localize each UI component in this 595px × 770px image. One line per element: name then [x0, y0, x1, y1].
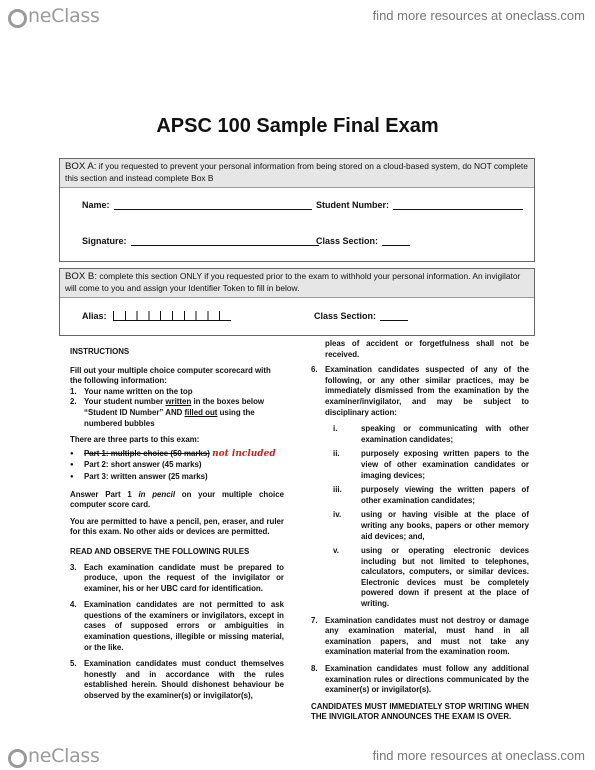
- rule-6-v: v. using or operating electronic devices including but not limited to telephones, calculators, computers, or similar devices. Electronic devices must be completely powered down if present at the place of writing.: [333, 546, 529, 609]
- logo-text: neClass: [28, 5, 100, 27]
- rule-3: 3. Each examination candidate must be prepared to produce, upon the request of the invigilator or examiner, his or her UBC card for identification.: [70, 562, 284, 593]
- rule-4: 4. Examination candidates are not permitted to ask questions of the examiners or invigilators, except in cases of supposed errors or ambiguities in examination questions, illegible or missing material, or the like.: [70, 600, 284, 652]
- parts-intro: There are three parts to this exam:: [70, 435, 200, 445]
- rule-6-ii: ii. purposely exposing written papers to the view of other examination candidates or imaging devices;: [333, 449, 529, 480]
- box-b-text: complete this section ONLY if you requested prior to the exam to withhold your personal information. An invigilator will come to you and assign your Identifier Token to fill in below.: [65, 271, 521, 293]
- page-title: APSC 100 Sample Final Exam: [156, 115, 439, 137]
- final-notice: CANDIDATES MUST IMMEDIATELY STOP WRITING WHEN THE INVIGILATOR ANNOUNCES THE EXAM IS OVER.: [311, 701, 529, 722]
- box-a: [59, 158, 535, 262]
- logo-circle-icon: [8, 9, 27, 28]
- class-section-label-a: Class Section:: [316, 236, 379, 246]
- part-2-item: ● Part 2: short answer (45 marks): [70, 460, 284, 472]
- alias-token-boxes[interactable]: [113, 311, 231, 321]
- right-column: [311, 339, 529, 723]
- resources-link-footer[interactable]: find more resources at oneclass.com: [372, 748, 585, 763]
- oneclass-logo[interactable]: [8, 4, 100, 28]
- signature-line[interactable]: [131, 236, 319, 246]
- signature-field[interactable]: [82, 236, 319, 246]
- name-field[interactable]: [82, 200, 312, 210]
- class-section-line-a[interactable]: [382, 236, 410, 246]
- box-a-instructions: [60, 159, 534, 188]
- class-section-field-b[interactable]: [314, 311, 408, 321]
- left-column: [70, 347, 284, 702]
- rule-8: 8. Examination candidates must follow any additional examination rules or directions communicated by the examiner(s) or invigilator(s).: [311, 664, 529, 695]
- alias-field[interactable]: [82, 311, 231, 321]
- rules-heading: READ AND OBSERVE THE FOLLOWING RULES: [70, 546, 250, 556]
- top-banner: [0, 0, 595, 32]
- box-b-instructions: [60, 269, 534, 298]
- permitted-note: You are permitted to have a pencil, pen, eraser, and ruler for this exam. No other aids or devices are permitted.: [70, 516, 284, 537]
- resources-link[interactable]: find more resources at oneclass.com: [372, 8, 585, 23]
- list-item: 2. Your student number written in the boxes below “Student ID Number” AND filled out using the numbered bubbles: [70, 397, 265, 428]
- signature-label: Signature:: [82, 236, 127, 246]
- class-section-label-b: Class Section:: [314, 311, 377, 321]
- rule-6-iii: iii. purposely viewing the written papers of other examination candidates;: [333, 485, 529, 505]
- part-3-item: ● Part 3: written answer (25 marks): [70, 472, 284, 484]
- student-number-label: Student Number:: [316, 200, 389, 210]
- bullet-icon: [70, 449, 84, 461]
- oneclass-logo-footer[interactable]: [8, 744, 100, 768]
- bullet-icon: [70, 472, 84, 484]
- class-section-line-b[interactable]: [380, 311, 408, 321]
- instructions-heading: INSTRUCTIONS: [70, 347, 130, 356]
- rule-6: 6. Examination candidates suspected of any of the following, or any other similar practices, may be immediately dismissed from the examination by the examiner/invigilator, and may be subject to disciplinary action:: [311, 365, 529, 417]
- name-line[interactable]: [114, 200, 312, 210]
- box-a-text: if you requested to prevent your personal information from being stored on a cloud-based system, do NOT complete this section and instead complete Box B: [65, 161, 528, 183]
- box-b: [59, 268, 535, 336]
- box-a-lead: BOX A:: [65, 161, 97, 172]
- rule-6-iv: iv. using or having visible at the place of writing any books, papers or other memory aid devices; and,: [333, 510, 529, 541]
- bullet-icon: [70, 460, 84, 472]
- class-section-field-a[interactable]: [316, 236, 410, 246]
- logo-circle-icon: [8, 749, 27, 768]
- student-number-line[interactable]: [393, 200, 523, 210]
- rule-5-continued: pleas of accident or forgetfulness shall not be received.: [325, 339, 529, 359]
- not-included-annotation: not included: [212, 448, 276, 459]
- instructions-intro: Fill out your multiple choice computer scorecard with the following information:: [70, 365, 271, 386]
- answer-note: Answer Part 1 in pencil on your multiple choice computer score card.: [70, 489, 284, 510]
- bottom-banner: [0, 736, 595, 770]
- rule-6-i: i. speaking or communicating with other examination candidates;: [333, 424, 529, 444]
- logo-text: neClass: [28, 745, 100, 767]
- box-b-lead: BOX B:: [65, 271, 97, 282]
- rule-5: 5. Examination candidates must conduct themselves honestly and in accordance with the rules established herein. Should dishonest behaviour be observed by the examiner(s) or invigilator(s),: [70, 659, 284, 701]
- student-number-field[interactable]: [316, 200, 523, 210]
- name-label: Name:: [82, 200, 110, 210]
- alias-label: Alias:: [82, 311, 107, 321]
- list-item: 1. Your name written on the top: [70, 386, 193, 396]
- rule-7: 7. Examination candidates must not destroy or damage any examination material, must hand in all examination papers, and must not take any examination material from the examination room.: [311, 615, 529, 657]
- part-1-item: ● Part 1: multiple choice (50 marks) not included: [70, 449, 284, 461]
